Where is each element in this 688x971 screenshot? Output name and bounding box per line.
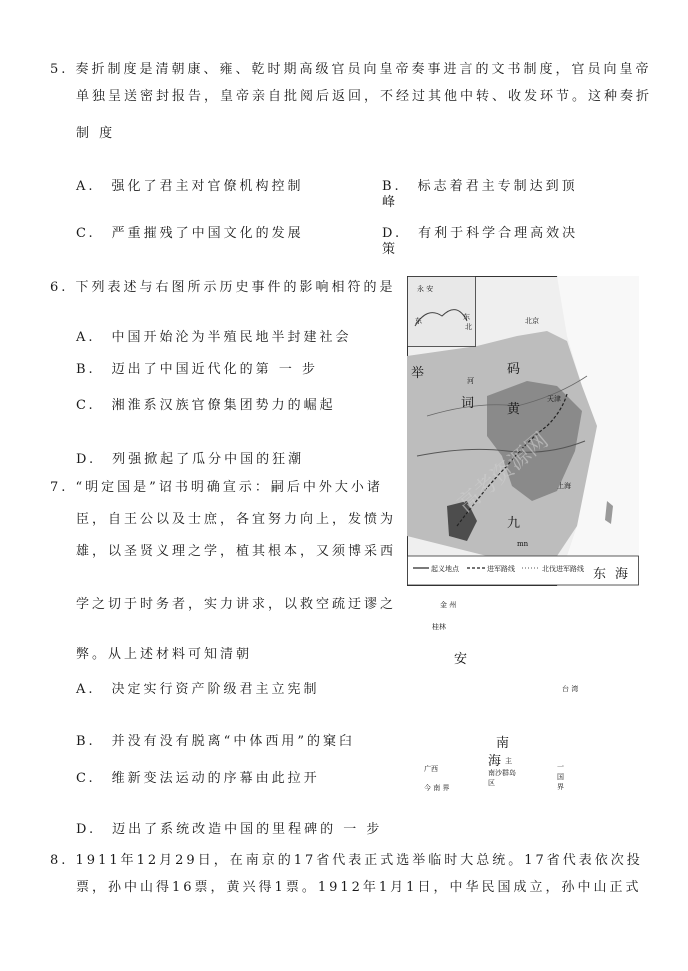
history-map	[407, 276, 639, 586]
scatter-label-8: 南沙群岛	[488, 769, 516, 777]
q7-option-b: B. 并没有没有脱离“中体西用”的窠臼	[76, 734, 355, 749]
q6-option-b: B. 迈出了中国近代化的第 一 步	[76, 362, 318, 377]
q5-stem-line2: 单独呈送密封报告，皇帝亲自批阅后返回，不经过其他中转、收发环节。这种奏折	[76, 89, 653, 104]
map-inset-title: 永 安	[417, 285, 434, 293]
scatter-label-2: 桂林	[432, 623, 446, 631]
scatter-label-11: 今 南 界	[424, 784, 450, 792]
q7-stem-line4: 学之切于时务者，实力讲求，以救空疏迂谬之	[76, 597, 397, 612]
q6-option-d: D. 列强掀起了瓜分中国的狂潮	[76, 452, 305, 467]
q7-option-d: D. 迈出了系统改造中国的里程碑的 一 步	[76, 822, 383, 837]
q5-option-d: D. 有利于科学合理高效决	[382, 226, 579, 241]
scatter-label-9: 区	[488, 779, 495, 787]
scatter-label-4: 台 湾	[562, 685, 579, 693]
q5-option-b: B. 标志着君主专制达到顶	[382, 179, 578, 194]
map-inset-dong: 东	[415, 317, 422, 325]
map-label-jiu: 九	[507, 516, 521, 531]
map-legend-1: 起义地点	[431, 565, 459, 573]
q8-stem-line2: 票，孙中山得16票，黄兴得1票。1912年1月1日，中华民国成立，孙中山正式	[76, 880, 642, 895]
map-legend-2: 进军路线	[487, 565, 515, 573]
q6-option-c: C. 湘淮系汉族官僚集团势力的崛起	[76, 398, 336, 413]
map-label-shanghai: 上海	[557, 482, 571, 490]
q7-stem-line1: 7. “明定国是”诏书明确宣示：嗣后中外大小诸	[50, 480, 383, 495]
q7-stem-line3: 雄，以圣贤义理之学，植其根本，又须博采西	[76, 544, 397, 559]
map-inset-east1: 东	[463, 313, 470, 321]
scatter-label-5: 南	[496, 736, 510, 751]
q5-stem-line3: 制 度	[76, 126, 116, 141]
scatter-label-1: 金 州	[440, 601, 457, 609]
map-label-dong: 东	[593, 567, 607, 582]
q7-stem-line5: 弊。从上述材料可知清朝	[76, 647, 253, 662]
scatter-label-10: 广西	[424, 765, 438, 773]
q5-option-c: C. 严重摧残了中国文化的发展	[76, 226, 304, 241]
scatter-label-12: 一	[557, 763, 564, 771]
q5-option-a: A. 强化了君主对官僚机构控制	[76, 179, 304, 194]
map-legend-3: 北伐进军路线	[542, 565, 584, 573]
scatter-label-6: 海	[488, 754, 502, 769]
map-label-ju: 举	[411, 366, 425, 381]
map-label-ci: 词	[461, 396, 475, 411]
q5-stem-line1: 5. 奏折制度是清朝康、雍、乾时期高级官员向皇帝奏事进言的文书制度，官员向皇帝	[50, 62, 652, 77]
q8-stem-line1: 8. 1911年12月29日，在南京的17省代表正式选举临时大总统。17省代表依次投	[50, 853, 643, 868]
q5-option-d-wrap: 策	[382, 242, 396, 257]
scatter-label-13: 国	[557, 773, 564, 781]
q7-option-a: A. 决定实行资产阶级君主立宪制	[76, 682, 320, 697]
scatter-label-3: 安	[454, 652, 468, 667]
map-watermark: 高考资源网	[453, 428, 554, 518]
q7-option-c: C. 维新变法运动的序幕由此拉开	[76, 771, 320, 786]
map-label-beijing: 北京	[525, 317, 539, 325]
map-label-mn: mn	[517, 540, 529, 548]
q6-stem: 6. 下列表述与右图所示历史事件的影响相符的是	[50, 280, 396, 295]
map-label-he: 河	[467, 377, 474, 385]
scatter-label-14: 界	[557, 783, 564, 791]
scatter-label-7: 主	[505, 757, 512, 765]
map-inset-east2: 北	[465, 323, 472, 331]
map-label-hai: 海	[615, 567, 629, 582]
map-label-tianjin: 天津	[547, 395, 561, 403]
map-label-ma: 码	[507, 362, 521, 377]
q7-stem-line2: 臣，自王公以及士庶，各宜努力向上，发愤为	[76, 512, 397, 527]
q6-option-a: A. 中国开始沦为半殖民地半封建社会	[76, 330, 352, 345]
q5-option-b-wrap: 峰	[382, 195, 396, 210]
map-label-huang: 黄	[507, 402, 521, 417]
